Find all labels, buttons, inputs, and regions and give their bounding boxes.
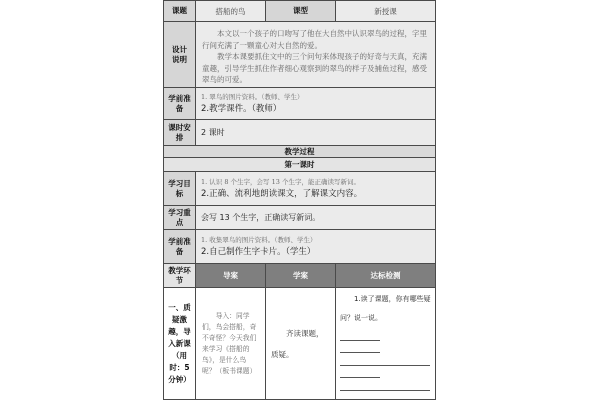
lesson-preparation-content [196, 230, 436, 264]
lesson-preparation-item: 2.自己制作生字卡片。（学生） [201, 246, 316, 257]
schedule-label: 课时安排 [164, 120, 196, 146]
focus-content [196, 206, 436, 230]
focus-value: 会写 13 个生字，正确读写新词。 [201, 212, 321, 222]
steps-label: 教学环节 [164, 264, 196, 288]
check-text: 1.读了课题，你有哪些疑问？说一说。 [340, 295, 431, 322]
design-paragraph: 本文以一个孩子的口吻写了他在大自然中认识翠鸟的过程，字里行间充满了一颗童心对大自然的爱。 [202, 29, 427, 50]
study-text: 齐读课题，质疑。 [271, 328, 324, 359]
column-header-study: 学案 [266, 264, 336, 288]
focus-label: 学习重点 [164, 206, 196, 230]
preparation-item: 1. 翠鸟的图片资料。（教师、学生） [201, 92, 304, 101]
study-cell [266, 288, 336, 400]
topic-value: 搭船的鸟 [196, 1, 266, 22]
stage-label: 一、质疑激趣，导入新课（用时：5分钟） [164, 288, 196, 400]
design-paragraph: 教学本课要抓住文中的三个问句来体现孩子的好奇与天真，充满童趣，引导学生抓住作者细心观察到的翠鸟的样子及捕鱼过程，感受翠鸟的可爱。 [202, 52, 427, 84]
answer-line [340, 328, 380, 341]
column-header-check: 达标检测 [336, 264, 436, 288]
check-cell [336, 288, 436, 400]
lesson-type-label: 课型 [266, 1, 336, 22]
guide-cell [196, 288, 266, 400]
lesson-plan-table [163, 0, 436, 400]
answer-line [340, 378, 430, 391]
goals-content [196, 172, 436, 206]
design-notes [196, 22, 436, 88]
answer-line [340, 353, 430, 366]
preparation-content [196, 88, 436, 120]
goal-item: 2.正确、流利地朗读课文，了解课文内容。 [201, 188, 363, 199]
schedule-value: 2 课时 [201, 127, 225, 137]
guide-text: 导入：同学们，鸟会搭船，奇不奇怪？今天我们来学习《搭船的鸟》，是什么鸟呢？（板书课题） [202, 311, 257, 375]
preparation-label: 学前准备 [164, 88, 196, 120]
column-header-guide: 导案 [196, 264, 266, 288]
design-notes-label: 设计说明 [164, 22, 196, 88]
answer-line [340, 341, 380, 354]
goal-item: 1. 认识 8 个生字，会写 13 个生字，能正确读写新词。 [201, 177, 360, 186]
topic-label: 课题 [164, 1, 196, 22]
answer-line [340, 366, 380, 379]
lesson-preparation-label: 学前准备 [164, 230, 196, 264]
preparation-item: 2.教学课件。（教师） [201, 103, 282, 114]
process-title: 教学过程 [164, 146, 436, 158]
lesson-type-value: 新授课 [336, 1, 436, 22]
lesson-title: 第一课时 [164, 158, 436, 172]
lesson-preparation-item: 1. 收集翠鸟的图片资料。（教师、学生） [201, 235, 317, 244]
schedule-content [196, 120, 436, 146]
goals-label: 学习目标 [164, 172, 196, 206]
